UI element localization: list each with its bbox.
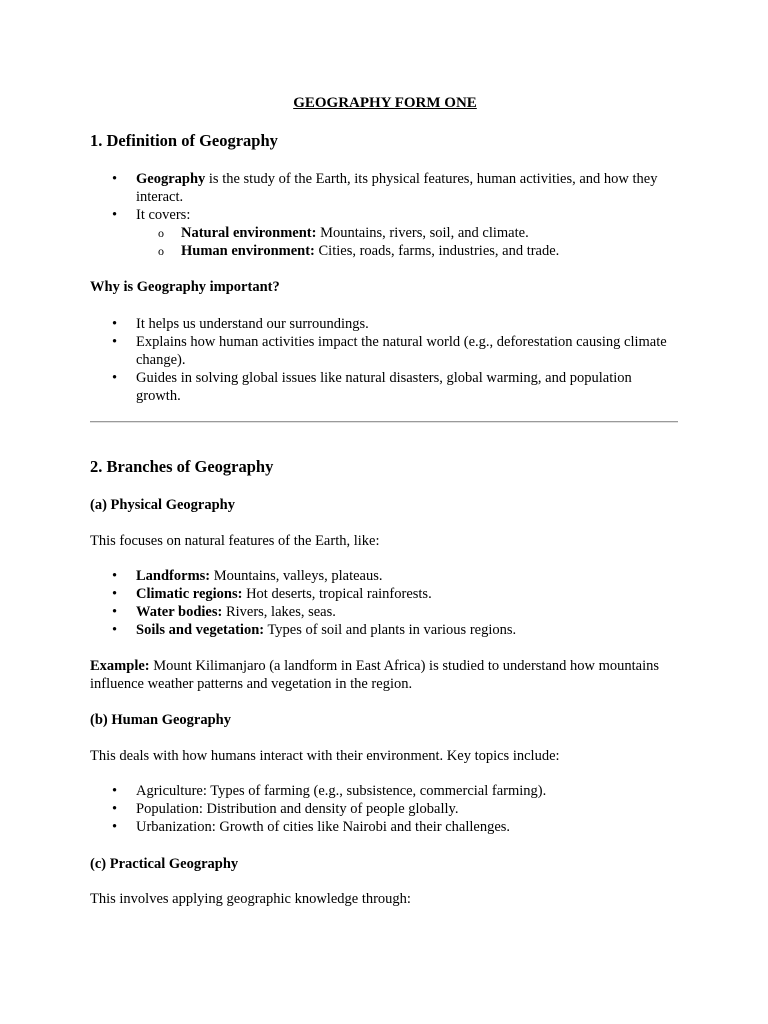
- physical-intro: This focuses on natural features of the Earth, like:: [90, 533, 380, 549]
- physical-geography-heading: (a) Physical Geography: [90, 497, 235, 513]
- practical-intro: This involves applying geographic knowledge through:: [90, 891, 411, 907]
- why-list: [90, 315, 680, 405]
- sub-list-item: o Human environment: Cities, roads, farms, industries, and trade.: [136, 242, 726, 260]
- list-item: • Guides in solving global issues like natural disasters, global warming, and population growth.: [90, 369, 680, 405]
- human-geography-heading: (b) Human Geography: [90, 712, 231, 728]
- list-item: • Soils and vegetation: Types of soil and plants in various regions.: [90, 621, 680, 639]
- horizontal-rule: [90, 421, 678, 423]
- list-item: • Water bodies: Rivers, lakes, seas.: [90, 603, 680, 621]
- list-item: • It covers: o Natural environment: Mountains, rivers, soil, and climate. o Human environment: Cities, roads, farms, industries, and trade.: [90, 206, 680, 260]
- list-item: • Landforms: Mountains, valleys, plateaus.: [90, 567, 680, 585]
- sub-list-item: o Natural environment: Mountains, rivers, soil, and climate.: [136, 224, 726, 242]
- example-paragraph: Example: Mount Kilimanjaro (a landform in East Africa) is studied to understand how mountains influence weather patterns and vegetation in the region.: [90, 658, 660, 692]
- document-title: GEOGRAPHY FORM ONE: [293, 95, 477, 111]
- definition-list: [90, 170, 680, 260]
- list-item: • Geography is the study of the Earth, its physical features, human activities, and how they interact.: [90, 170, 680, 206]
- list-item: • Urbanization: Growth of cities like Nairobi and their challenges.: [90, 818, 680, 836]
- list-item: • Climatic regions: Hot deserts, tropical rainforests.: [90, 585, 680, 603]
- why-heading: Why is Geography important?: [90, 279, 280, 295]
- physical-list: [90, 567, 680, 639]
- section2-heading: 2. Branches of Geography: [90, 457, 274, 476]
- section1-heading: 1. Definition of Geography: [90, 131, 278, 150]
- list-item: • Population: Distribution and density of people globally.: [90, 800, 680, 818]
- list-item: • It helps us understand our surroundings.: [90, 315, 680, 333]
- list-item: • Agriculture: Types of farming (e.g., subsistence, commercial farming).: [90, 782, 680, 800]
- covers-sublist: [136, 224, 726, 260]
- human-intro: This deals with how humans interact with their environment. Key topics include:: [90, 748, 560, 764]
- practical-geography-heading: (c) Practical Geography: [90, 856, 239, 872]
- list-item: • Explains how human activities impact the natural world (e.g., deforestation causing climate change).: [90, 333, 680, 369]
- human-list: [90, 782, 680, 836]
